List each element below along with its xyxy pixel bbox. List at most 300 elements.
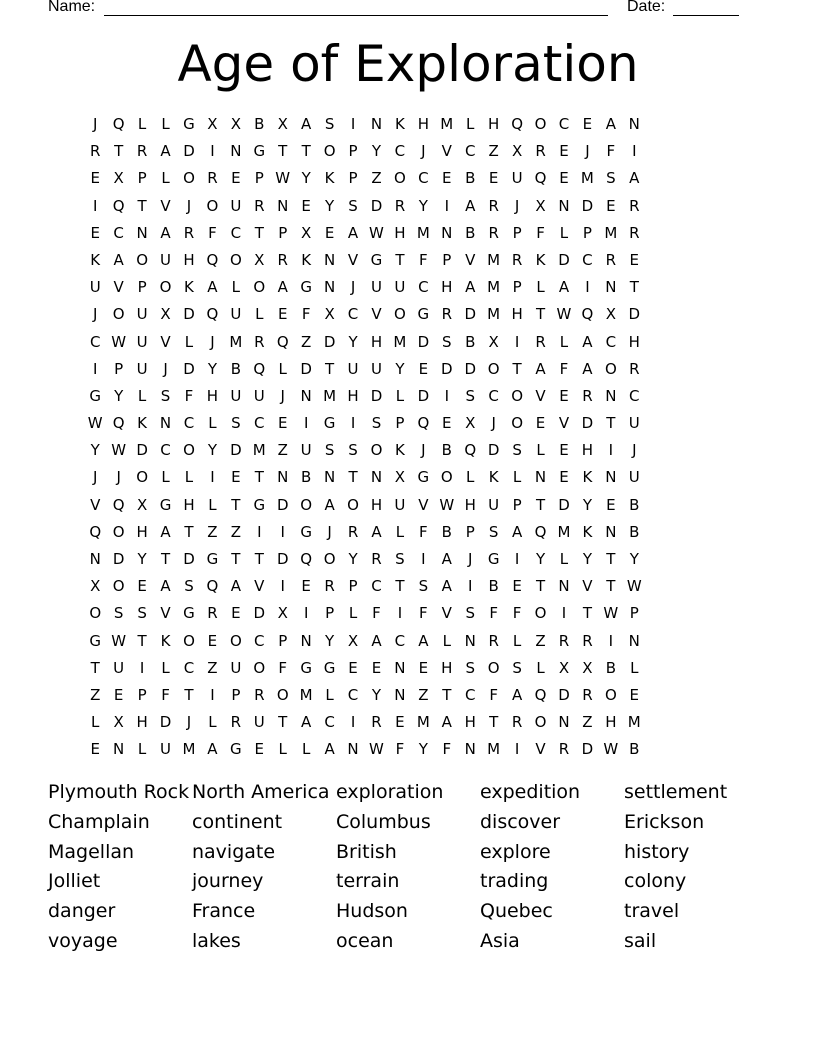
grid-letter[interactable]: K [90, 250, 102, 269]
grid-letter[interactable]: J [632, 441, 638, 460]
grid-letter[interactable]: S [113, 604, 125, 623]
grid-letter[interactable]: A [511, 522, 524, 541]
grid-letter[interactable]: O [183, 441, 196, 460]
grid-letter[interactable]: R [629, 223, 641, 242]
grid-letter[interactable]: M [323, 386, 338, 405]
grid-letter[interactable]: E [559, 468, 570, 487]
grid-letter[interactable]: W [556, 305, 573, 324]
grid-letter[interactable]: Q [534, 169, 548, 188]
grid-letter[interactable]: V [160, 604, 172, 623]
grid-letter[interactable]: P [231, 685, 242, 704]
grid-letter[interactable]: I [303, 604, 310, 623]
grid-letter[interactable]: E [301, 196, 312, 215]
grid-letter[interactable]: I [632, 142, 638, 161]
grid-letter[interactable]: R [254, 196, 266, 215]
grid-letter[interactable]: Z [90, 685, 102, 704]
grid-letter[interactable]: N [159, 414, 173, 433]
grid-letter[interactable]: M [557, 522, 572, 541]
grid-letter[interactable]: W [626, 577, 643, 596]
grid-letter[interactable]: P [582, 223, 593, 242]
grid-letter[interactable]: E [395, 713, 406, 732]
grid-letter[interactable]: A [418, 631, 430, 650]
grid-letter[interactable]: O [511, 414, 524, 433]
grid-letter[interactable]: N [605, 386, 618, 405]
grid-letter[interactable]: V [371, 305, 383, 324]
grid-letter[interactable]: N [628, 631, 641, 650]
grid-letter[interactable]: U [230, 386, 243, 405]
grid-letter[interactable]: E [418, 359, 430, 378]
grid-letter[interactable]: E [231, 604, 242, 623]
grid-letter[interactable]: I [608, 441, 615, 460]
grid-letter[interactable]: O [300, 495, 314, 514]
grid-letter[interactable]: Q [112, 115, 126, 133]
grid-letter[interactable]: R [441, 305, 453, 324]
grid-letter[interactable]: M [229, 332, 244, 351]
grid-letter[interactable]: Y [418, 740, 429, 759]
grid-letter[interactable]: I [397, 604, 404, 623]
grid-letter[interactable]: D [230, 441, 243, 460]
grid-letter[interactable]: X [301, 223, 313, 242]
grid-letter[interactable]: L [348, 604, 359, 623]
grid-letter[interactable]: D [370, 196, 384, 215]
grid-letter[interactable]: U [136, 305, 149, 324]
grid-letter[interactable]: H [183, 250, 196, 269]
grid-letter[interactable]: U [628, 468, 641, 487]
grid-letter[interactable]: W [603, 604, 620, 623]
grid-letter[interactable]: O [253, 278, 267, 297]
grid-letter[interactable]: F [419, 250, 429, 269]
grid-letter[interactable]: M [393, 332, 408, 351]
grid-letter[interactable]: P [254, 169, 265, 188]
grid-letter[interactable]: X [113, 169, 125, 188]
grid-letter[interactable]: F [512, 604, 523, 623]
grid-letter[interactable]: V [558, 414, 571, 433]
grid-letter[interactable]: R [629, 196, 641, 215]
grid-letter[interactable]: B [254, 115, 266, 133]
grid-letter[interactable]: A [347, 223, 360, 242]
grid-letter[interactable]: D [370, 386, 384, 405]
grid-letter[interactable]: A [558, 278, 571, 297]
grid-letter[interactable]: N [347, 740, 360, 759]
grid-letter[interactable]: O [487, 658, 501, 677]
grid-letter[interactable]: F [161, 685, 171, 704]
grid-letter[interactable]: E [535, 414, 547, 433]
grid-letter[interactable]: U [113, 658, 126, 677]
grid-letter[interactable]: E [371, 658, 383, 677]
grid-letter[interactable]: G [253, 495, 267, 514]
grid-letter[interactable]: F [419, 522, 429, 541]
grid-letter[interactable]: E [488, 169, 500, 188]
grid-letter[interactable]: E [277, 414, 289, 433]
grid-letter[interactable]: L [559, 223, 570, 242]
grid-letter[interactable]: A [113, 250, 125, 269]
grid-letter[interactable]: K [394, 115, 406, 133]
grid-letter[interactable]: Q [112, 495, 126, 514]
grid-letter[interactable]: N [300, 631, 313, 650]
grid-letter[interactable]: U [394, 278, 407, 297]
grid-letter[interactable]: T [160, 550, 172, 568]
grid-letter[interactable]: G [89, 631, 103, 650]
grid-letter[interactable]: I [303, 414, 310, 433]
grid-letter[interactable]: C [394, 631, 407, 650]
grid-letter[interactable]: O [112, 305, 126, 324]
grid-letter[interactable]: J [514, 196, 521, 215]
grid-letter[interactable]: T [395, 577, 406, 596]
grid-letter[interactable]: L [395, 522, 406, 541]
grid-letter[interactable]: T [137, 631, 148, 650]
grid-letter[interactable]: X [230, 115, 242, 133]
grid-letter[interactable]: M [440, 115, 455, 133]
grid-letter[interactable]: L [512, 631, 523, 650]
grid-letter[interactable]: S [371, 414, 383, 433]
grid-letter[interactable]: Y [371, 142, 383, 161]
grid-letter[interactable]: C [394, 142, 407, 161]
grid-letter[interactable]: E [90, 169, 101, 188]
grid-letter[interactable]: X [324, 305, 336, 324]
grid-letter[interactable]: P [629, 604, 640, 623]
grid-letter[interactable]: J [93, 115, 99, 133]
grid-letter[interactable]: X [277, 604, 289, 623]
grid-letter[interactable]: F [184, 386, 195, 405]
grid-letter[interactable]: G [159, 495, 173, 514]
grid-letter[interactable]: E [348, 658, 359, 677]
grid-letter[interactable]: I [93, 196, 99, 215]
grid-letter[interactable]: X [535, 196, 547, 215]
grid-letter[interactable]: Q [511, 115, 524, 133]
grid-letter[interactable]: L [137, 115, 148, 133]
grid-letter[interactable]: L [301, 740, 312, 759]
grid-letter[interactable]: D [581, 414, 595, 433]
grid-letter[interactable]: O [89, 604, 103, 623]
grid-letter[interactable]: P [325, 604, 336, 623]
grid-letter[interactable]: J [421, 441, 427, 460]
grid-letter[interactable]: E [207, 631, 219, 650]
grid-letter[interactable]: B [230, 359, 242, 378]
grid-letter[interactable]: I [350, 713, 357, 732]
grid-letter[interactable]: R [629, 359, 641, 378]
grid-letter[interactable]: V [441, 604, 453, 623]
grid-letter[interactable]: D [628, 305, 642, 324]
grid-letter[interactable]: R [582, 685, 594, 704]
grid-letter[interactable]: K [582, 468, 594, 487]
grid-letter[interactable]: H [441, 278, 454, 297]
grid-letter[interactable]: R [371, 713, 383, 732]
grid-letter[interactable]: Q [253, 359, 267, 378]
grid-letter[interactable]: O [604, 685, 618, 704]
grid-letter[interactable]: E [559, 142, 570, 161]
grid-letter[interactable]: R [558, 631, 571, 650]
grid-letter[interactable]: T [535, 495, 547, 514]
grid-letter[interactable]: T [348, 468, 359, 487]
grid-letter[interactable]: C [324, 713, 336, 732]
grid-letter[interactable]: W [87, 414, 104, 433]
grid-letter[interactable]: E [418, 658, 430, 677]
grid-letter[interactable]: Q [206, 577, 220, 596]
grid-letter[interactable]: X [347, 631, 360, 650]
grid-letter[interactable]: R [535, 142, 547, 161]
grid-letter[interactable]: P [114, 359, 125, 378]
grid-letter[interactable]: G [183, 604, 196, 623]
grid-letter[interactable]: R [90, 142, 102, 161]
grid-letter[interactable]: F [278, 658, 289, 677]
grid-letter[interactable]: S [465, 604, 476, 623]
grid-letter[interactable]: B [629, 522, 641, 541]
grid-letter[interactable]: T [278, 713, 289, 732]
grid-letter[interactable]: L [137, 740, 148, 759]
grid-letter[interactable]: L [512, 468, 523, 487]
grid-letter[interactable]: C [605, 332, 618, 351]
grid-letter[interactable]: N [605, 522, 618, 541]
grid-letter[interactable]: W [275, 169, 292, 188]
grid-letter[interactable]: C [183, 658, 196, 677]
grid-letter[interactable]: E [442, 169, 453, 188]
grid-letter[interactable]: E [113, 685, 125, 704]
grid-letter[interactable]: D [417, 332, 431, 351]
grid-letter[interactable]: U [160, 250, 173, 269]
grid-letter[interactable]: X [277, 115, 289, 133]
grid-letter[interactable]: Q [206, 250, 220, 269]
grid-letter[interactable]: O [229, 250, 243, 269]
grid-letter[interactable]: Y [582, 495, 593, 514]
grid-letter[interactable]: H [136, 522, 149, 541]
grid-letter[interactable]: U [230, 658, 243, 677]
grid-letter[interactable]: D [136, 441, 149, 460]
grid-letter[interactable]: A [582, 359, 594, 378]
grid-letter[interactable]: S [348, 196, 359, 215]
grid-letter[interactable]: A [160, 522, 172, 541]
grid-letter[interactable]: D [183, 359, 196, 378]
grid-letter[interactable]: I [280, 522, 286, 541]
grid-letter[interactable]: L [395, 386, 406, 405]
grid-letter[interactable]: L [278, 740, 288, 759]
grid-letter[interactable]: T [254, 223, 265, 242]
grid-letter[interactable]: L [255, 305, 265, 324]
grid-letter[interactable]: A [301, 713, 313, 732]
grid-letter[interactable]: W [111, 332, 128, 351]
grid-letter[interactable]: D [558, 685, 571, 704]
grid-letter[interactable]: R [582, 386, 594, 405]
grid-letter[interactable]: D [159, 713, 173, 732]
grid-letter[interactable]: X [113, 713, 125, 732]
grid-letter[interactable]: C [371, 577, 383, 596]
grid-letter[interactable]: A [207, 740, 219, 759]
grid-letter[interactable]: L [630, 658, 640, 677]
grid-letter[interactable]: V [441, 142, 453, 161]
grid-letter[interactable]: T [114, 142, 125, 161]
grid-letter[interactable]: Q [417, 414, 431, 433]
grid-letter[interactable]: I [210, 685, 216, 704]
grid-letter[interactable]: E [559, 169, 570, 188]
grid-letter[interactable]: C [464, 685, 477, 704]
grid-letter[interactable]: C [113, 223, 125, 242]
grid-letter[interactable]: E [254, 740, 266, 759]
grid-letter[interactable]: A [324, 495, 336, 514]
grid-letter[interactable]: A [605, 115, 617, 133]
grid-letter[interactable]: G [89, 386, 103, 405]
grid-letter[interactable]: A [371, 522, 383, 541]
grid-letter[interactable]: W [111, 631, 128, 650]
grid-letter[interactable]: A [441, 713, 453, 732]
grid-letter[interactable]: Q [534, 522, 548, 541]
grid-letter[interactable]: D [323, 332, 337, 351]
grid-letter[interactable]: Y [348, 332, 359, 351]
grid-letter[interactable]: R [277, 250, 289, 269]
grid-letter[interactable]: I [350, 115, 357, 133]
grid-letter[interactable]: T [325, 359, 336, 378]
grid-letter[interactable]: S [231, 414, 242, 433]
grid-letter[interactable]: Z [488, 142, 500, 161]
grid-letter[interactable]: K [160, 631, 172, 650]
grid-letter[interactable]: X [254, 250, 266, 269]
grid-letter[interactable]: A [160, 577, 172, 596]
grid-letter[interactable]: L [161, 658, 171, 677]
grid-letter[interactable]: O [394, 305, 407, 324]
grid-letter[interactable]: R [558, 740, 571, 759]
grid-letter[interactable]: F [442, 740, 453, 759]
grid-letter[interactable]: C [183, 414, 196, 433]
grid-letter[interactable]: H [464, 713, 477, 732]
grid-letter[interactable]: W [439, 495, 456, 514]
grid-letter[interactable]: T [137, 196, 148, 215]
grid-letter[interactable]: F [489, 604, 499, 623]
grid-letter[interactable]: M [487, 250, 502, 269]
grid-letter[interactable]: T [582, 604, 593, 623]
grid-letter[interactable]: A [511, 685, 524, 704]
grid-letter[interactable]: L [559, 332, 570, 351]
grid-letter[interactable]: V [254, 577, 266, 596]
grid-letter[interactable]: Q [206, 305, 220, 324]
grid-letter[interactable]: E [231, 468, 242, 487]
grid-letter[interactable]: N [323, 250, 337, 269]
grid-letter[interactable]: X [465, 414, 477, 433]
grid-letter[interactable]: I [608, 631, 615, 650]
grid-letter[interactable]: S [465, 386, 476, 405]
grid-letter[interactable]: G [206, 550, 220, 568]
grid-letter[interactable]: Y [371, 685, 383, 704]
date-field[interactable] [673, 15, 739, 16]
grid-letter[interactable]: N [323, 278, 337, 297]
grid-letter[interactable]: A [465, 196, 477, 215]
grid-letter[interactable]: Q [112, 414, 126, 433]
grid-letter[interactable]: Y [114, 386, 125, 405]
grid-letter[interactable]: X [511, 142, 524, 161]
grid-letter[interactable]: R [371, 550, 383, 568]
grid-letter[interactable]: O [112, 577, 126, 596]
grid-letter[interactable]: E [442, 414, 453, 433]
grid-letter[interactable]: L [161, 115, 171, 133]
grid-letter[interactable]: O [183, 631, 196, 650]
grid-letter[interactable]: D [558, 495, 571, 514]
grid-letter[interactable]: I [468, 577, 474, 596]
grid-letter[interactable]: Z [582, 713, 594, 732]
grid-letter[interactable]: W [369, 740, 385, 759]
grid-letter[interactable]: S [512, 658, 523, 677]
grid-letter[interactable]: W [603, 740, 620, 759]
grid-letter[interactable]: M [416, 713, 431, 732]
grid-letter[interactable]: N [277, 468, 290, 487]
grid-letter[interactable]: D [581, 740, 595, 759]
grid-letter[interactable]: P [137, 169, 148, 188]
grid-letter[interactable]: O [323, 550, 337, 568]
grid-letter[interactable]: T [442, 685, 453, 704]
grid-letter[interactable]: F [301, 305, 312, 324]
grid-letter[interactable]: U [394, 495, 407, 514]
grid-letter[interactable]: R [347, 522, 360, 541]
grid-letter[interactable]: Q [534, 685, 548, 704]
grid-letter[interactable]: E [231, 169, 242, 188]
grid-letter[interactable]: D [276, 495, 290, 514]
grid-letter[interactable]: E [559, 386, 570, 405]
grid-letter[interactable]: N [370, 115, 384, 133]
grid-letter[interactable]: P [137, 278, 148, 297]
grid-letter[interactable]: O [347, 495, 360, 514]
grid-letter[interactable]: K [137, 414, 149, 433]
grid-letter[interactable]: U [230, 196, 243, 215]
grid-letter[interactable]: O [253, 658, 267, 677]
grid-letter[interactable]: E [606, 495, 617, 514]
grid-letter[interactable]: P [348, 169, 359, 188]
grid-letter[interactable]: B [465, 332, 477, 351]
grid-letter[interactable]: S [488, 522, 500, 541]
grid-letter[interactable]: J [350, 278, 357, 297]
grid-letter[interactable]: T [231, 495, 242, 514]
grid-letter[interactable]: Z [277, 441, 289, 460]
grid-letter[interactable]: G [300, 522, 313, 541]
grid-letter[interactable]: B [301, 468, 313, 487]
grid-letter[interactable]: Y [90, 441, 101, 460]
grid-letter[interactable]: H [511, 305, 524, 324]
grid-letter[interactable]: Q [464, 441, 478, 460]
grid-letter[interactable]: R [511, 250, 524, 269]
grid-letter[interactable]: W [111, 441, 128, 460]
grid-letter[interactable]: I [93, 359, 99, 378]
grid-letter[interactable]: R [207, 604, 219, 623]
grid-letter[interactable]: A [160, 142, 172, 161]
grid-letter[interactable]: P [348, 577, 359, 596]
grid-letter[interactable]: T [184, 685, 195, 704]
grid-letter[interactable]: H [441, 658, 454, 677]
grid-letter[interactable]: Y [325, 196, 336, 215]
grid-letter[interactable]: Z [207, 522, 219, 541]
grid-letter[interactable]: A [207, 278, 219, 297]
grid-letter[interactable]: M [299, 685, 314, 704]
grid-letter[interactable]: C [89, 332, 102, 351]
grid-letter[interactable]: J [163, 359, 169, 378]
grid-letter[interactable]: S [442, 332, 453, 351]
grid-letter[interactable]: F [372, 604, 382, 623]
grid-letter[interactable]: T [535, 305, 547, 324]
grid-letter[interactable]: H [136, 713, 149, 732]
grid-letter[interactable]: B [605, 658, 617, 677]
grid-letter[interactable]: Y [207, 441, 218, 460]
grid-letter[interactable]: J [116, 468, 122, 487]
grid-letter[interactable]: R [488, 223, 500, 242]
grid-letter[interactable]: T [184, 522, 195, 541]
grid-letter[interactable]: N [464, 631, 477, 650]
grid-letter[interactable]: L [91, 713, 101, 732]
grid-letter[interactable]: A [371, 631, 383, 650]
grid-letter[interactable]: X [558, 658, 571, 677]
grid-letter[interactable]: Z [301, 332, 313, 351]
grid-letter[interactable]: Y [348, 550, 359, 568]
grid-letter[interactable]: V [160, 196, 172, 215]
grid-letter[interactable]: T [395, 250, 406, 269]
grid-letter[interactable]: L [442, 631, 452, 650]
grid-letter[interactable]: I [444, 196, 450, 215]
grid-letter[interactable]: G [300, 278, 313, 297]
grid-letter[interactable]: R [324, 577, 336, 596]
grid-letter[interactable]: U [300, 441, 313, 460]
